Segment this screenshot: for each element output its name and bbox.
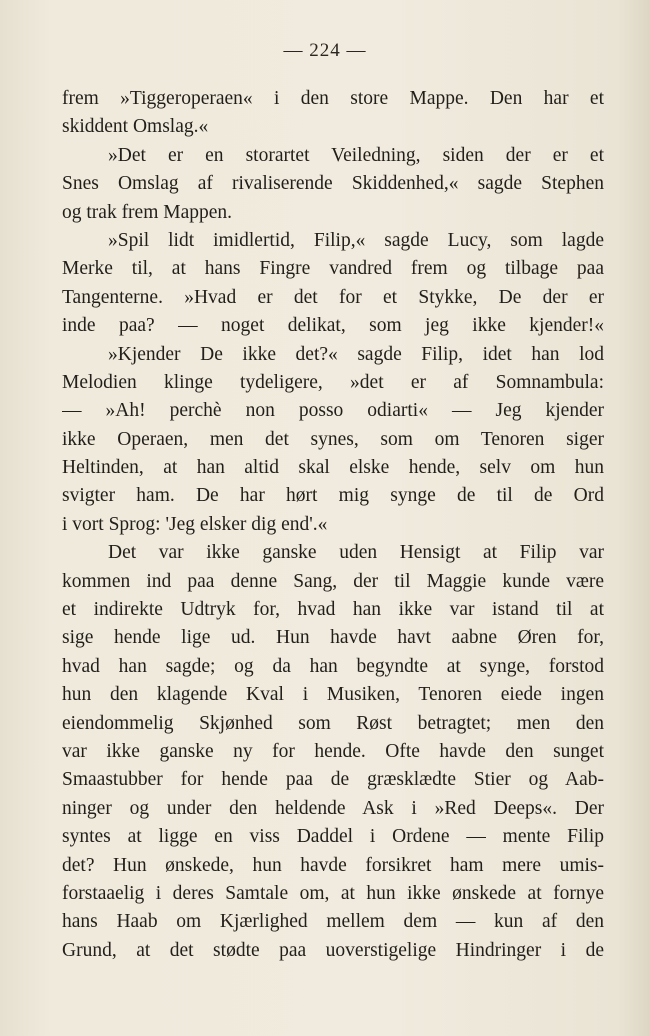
text-line: skiddent Omslag.« — [62, 116, 209, 138]
text-line: Snes Omslag af rivaliserende Skiddenhed,« sagde Stephen — [62, 173, 604, 195]
text-line: hans Haab om Kjærlighed mellem dem — kun af den — [62, 911, 604, 933]
text-line: »Spil lidt imidlertid, Filip,« sagde Lucy, som lagde — [108, 229, 604, 251]
body-text — [62, 85, 604, 965]
text-line: frem »Tiggeroperaen« i den store Mappe. Den har et — [62, 88, 604, 109]
text-line: Det var ikke ganske uden Hensigt at Filip var — [108, 542, 604, 564]
text-line: i vort Sprog: 'Jeg elsker dig end'.« — [62, 513, 328, 535]
text-line: »Kjender De ikke det?« sagde Filip, idet han lod — [108, 343, 604, 365]
text-line: Heltinden, at han altid skal elske hende, selv om hun — [62, 457, 604, 479]
text-line: inde paa? — noget delikat, som jeg ikke kjender!« — [62, 315, 604, 337]
text-line: »Det er en storartet Veiledning, siden der er et — [108, 144, 604, 166]
text-line: og trak frem Mappen. — [62, 201, 233, 223]
text-line: forstaaelig i deres Samtale om, at hun ikke ønskede at fornye — [62, 882, 604, 904]
text-line: ikke Operaen, men det synes, som om Tenoren siger — [62, 428, 604, 450]
text-line: hvad han sagde; og da han begyndte at synge, forstod — [62, 655, 604, 677]
text-line: ninger og under den heldende Ask i »Red Deeps«. Der — [62, 797, 604, 819]
text-line: Grund, at det stødte paa uoverstigelige Hindringer i de — [62, 939, 604, 961]
text-line: sige hende lige ud. Hun havde havt aabne Øren for, — [62, 627, 604, 649]
text-line: Smaastubber for hende paa de græsklædte Stier og Aab- — [62, 769, 604, 791]
text-line: svigter ham. De har hørt mig synge de til de Ord — [62, 485, 604, 507]
text-line: et indirekte Udtryk for, hvad han ikke var istand til at — [62, 599, 604, 621]
text-line: Merke til, at hans Fingre vandred frem og tilbage paa — [62, 258, 604, 280]
text-line: eiendommelig Skjønhed som Røst betragtet; men den — [62, 712, 604, 734]
text-line: Melodien klinge tydeligere, »det er af Somnambula: — [62, 371, 604, 393]
text-line: var ikke ganske ny for hende. Ofte havde den sunget — [62, 740, 604, 762]
text-line: kommen ind paa denne Sang, der til Maggie kunde være — [62, 570, 604, 592]
text-line: — »Ah! perchè non posso odiarti« — Jeg kjender — [62, 400, 604, 422]
text-line: det? Hun ønskede, hun havde forsikret ham mere umis- — [62, 854, 604, 876]
text-line: syntes at ligge en viss Daddel i Ordene — mente Filip — [62, 826, 604, 848]
page-number: — 224 — — [283, 40, 367, 61]
text-line: hun den klagende Kval i Musiken, Tenoren eiede ingen — [62, 684, 604, 706]
text-line: Tangenterne. »Hvad er det for et Stykke, De der er — [62, 286, 604, 308]
